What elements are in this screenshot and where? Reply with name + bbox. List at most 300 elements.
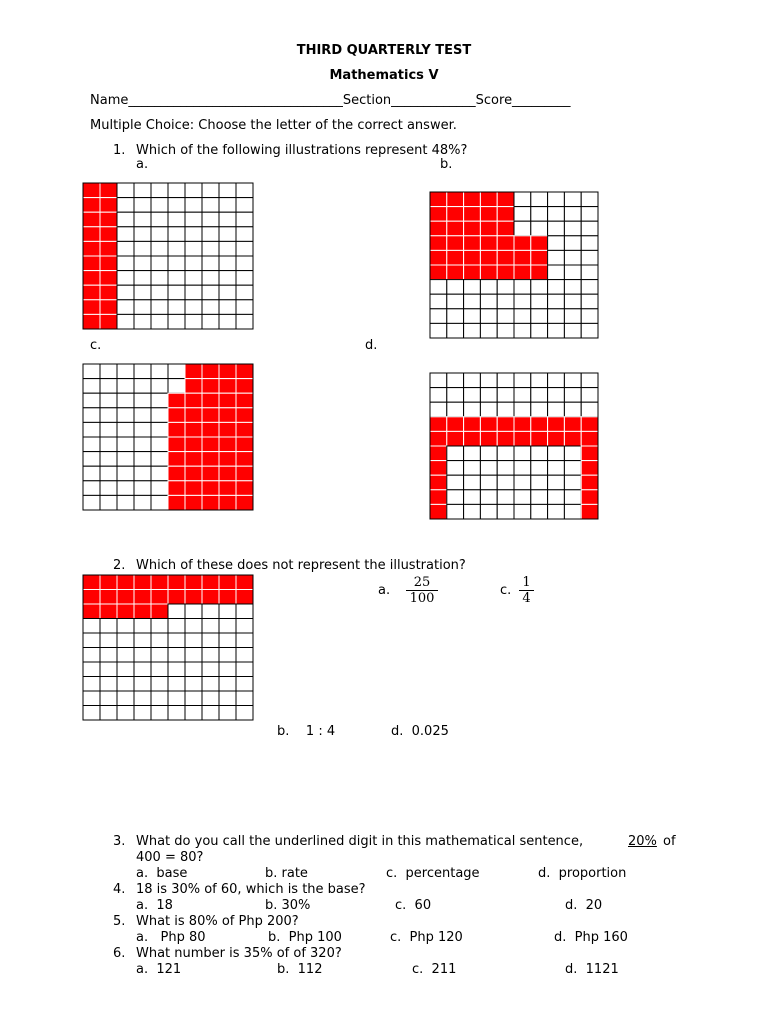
grid-cell-shaded [480, 250, 497, 265]
grid-cell-shaded [480, 265, 497, 280]
grid-cell [134, 481, 151, 496]
fraction-numerator: 25 [406, 575, 438, 591]
grid-cell-shaded [168, 481, 185, 496]
grid-cell-shaded [219, 364, 236, 379]
grid-cell-shaded [581, 446, 598, 461]
grid-cell [464, 280, 481, 295]
grid-cell-shaded [83, 271, 100, 286]
grid-cell [185, 691, 202, 706]
grid-cell [168, 662, 185, 677]
grid-cell [168, 633, 185, 648]
grid-cell [185, 271, 202, 286]
grid-cell [134, 466, 151, 481]
grid-cell [531, 461, 548, 476]
grid-cell [117, 481, 134, 496]
grid-cell [100, 706, 117, 721]
grid-cell [202, 706, 219, 721]
grid-cell [117, 212, 134, 227]
grid-cell-shaded [514, 236, 531, 251]
grid-cell [236, 227, 253, 242]
grid-cell [514, 309, 531, 324]
grid-cell [219, 241, 236, 256]
grid-cell [117, 271, 134, 286]
grid-cell [117, 183, 134, 198]
grid-cell [83, 379, 100, 394]
grid-cell [219, 271, 236, 286]
q3-text: What do you call the underlined digit in this mathematical sentence, [136, 834, 584, 849]
grid-cell-shaded [430, 236, 447, 251]
grid-cell [117, 379, 134, 394]
grid-cell-shaded [202, 364, 219, 379]
grid-cell [202, 241, 219, 256]
q5-choice-c: c. Php 120 [390, 930, 463, 945]
grid-cell-shaded [100, 241, 117, 256]
grid-cell [185, 648, 202, 663]
grid-cell [548, 221, 565, 236]
grid-cell [497, 475, 514, 490]
grid-cell [531, 446, 548, 461]
grid-cell [168, 256, 185, 271]
grid-cell [531, 402, 548, 417]
grid-cell [447, 446, 464, 461]
grid-cell [447, 280, 464, 295]
grid-cell [497, 446, 514, 461]
grid-cell [83, 495, 100, 510]
grid-cell-shaded [219, 575, 236, 590]
q3-number: 3. [113, 834, 126, 849]
grid-cell [581, 309, 598, 324]
grid-cell [185, 662, 202, 677]
grid-cell [117, 393, 134, 408]
grid-cell [151, 706, 168, 721]
grid-cell-shaded [464, 250, 481, 265]
grid-cell [531, 490, 548, 505]
grid-cell [531, 309, 548, 324]
grid-cell [168, 271, 185, 286]
grid-cell [236, 183, 253, 198]
grid-cell-shaded [117, 590, 134, 605]
grid-cell [134, 183, 151, 198]
grid-cell-shaded [430, 461, 447, 476]
grid-cell [497, 373, 514, 388]
grid-cell [83, 662, 100, 677]
grid-cell [134, 212, 151, 227]
grid-cell [202, 271, 219, 286]
grid-cell-shaded [447, 207, 464, 222]
grid-cell [219, 619, 236, 634]
q5-choice-b: b. Php 100 [268, 930, 342, 945]
grid-cell [447, 475, 464, 490]
grid-cell-shaded [185, 422, 202, 437]
grid-cell [219, 300, 236, 315]
grid-cell-shaded [548, 417, 565, 432]
grid-cell-shaded [185, 590, 202, 605]
grid-cell-shaded [168, 422, 185, 437]
q5-choice-d: d. Php 160 [554, 930, 628, 945]
q6-choice-c: c. 211 [412, 962, 457, 977]
grid-cell-shaded [83, 256, 100, 271]
grid-cell-shaded [531, 250, 548, 265]
grid-cell [219, 662, 236, 677]
q3-choice-c: c. percentage [386, 866, 480, 881]
grid-cell [464, 490, 481, 505]
grid-cell [548, 373, 565, 388]
grid-cell [83, 633, 100, 648]
grid-cell [100, 408, 117, 423]
grid-cell-shaded [83, 183, 100, 198]
grid-cell [168, 300, 185, 315]
grid-cell [497, 323, 514, 338]
grid-cell [564, 221, 581, 236]
grid-cell [117, 648, 134, 663]
grid-cell [464, 402, 481, 417]
grid-cell [117, 677, 134, 692]
grid-cell-shaded [548, 431, 565, 446]
grid-cell-shaded [202, 590, 219, 605]
grid-cell [151, 619, 168, 634]
grid-cell-shaded [202, 495, 219, 510]
grid-cell [564, 265, 581, 280]
grid-option-c [83, 364, 253, 510]
grid-cell [497, 504, 514, 519]
grid-cell [531, 475, 548, 490]
grid-cell [497, 402, 514, 417]
grid-cell-shaded [100, 575, 117, 590]
grid-cell-shaded [497, 250, 514, 265]
grid-cell [514, 221, 531, 236]
grid-cell [497, 309, 514, 324]
grid-cell [134, 285, 151, 300]
q1-label-c: c. [90, 338, 102, 353]
q3-text-line2: 400 = 80? [136, 850, 204, 865]
grid-cell-shaded [531, 265, 548, 280]
grid-cell-shaded [83, 227, 100, 242]
grid-cell [168, 379, 185, 394]
grid-cell [514, 192, 531, 207]
grid-cell [100, 677, 117, 692]
grid-cell-shaded [531, 431, 548, 446]
test-title: THIRD QUARTERLY TEST [296, 43, 472, 58]
grid-cell [134, 706, 151, 721]
grid-cell [202, 648, 219, 663]
grid-cell [151, 662, 168, 677]
grid-cell [531, 373, 548, 388]
grid-cell [134, 408, 151, 423]
grid-cell [581, 388, 598, 403]
grid-cell [185, 227, 202, 242]
grid-cell-shaded [497, 265, 514, 280]
grid-cell [236, 212, 253, 227]
grid-cell-shaded [185, 452, 202, 467]
grid-cell [168, 241, 185, 256]
grid-cell [514, 207, 531, 222]
grid-cell-shaded [185, 379, 202, 394]
grid-cell [581, 265, 598, 280]
grid-cell-shaded [168, 495, 185, 510]
grid-cell [531, 388, 548, 403]
grid-cell [117, 408, 134, 423]
q3-choice-b: b. rate [265, 866, 308, 881]
grid-cell [447, 461, 464, 476]
grid-cell [185, 300, 202, 315]
grid-cell [117, 437, 134, 452]
grid-cell [236, 662, 253, 677]
grid-cell [464, 294, 481, 309]
grid-cell-shaded [202, 437, 219, 452]
grid-cell [83, 619, 100, 634]
grid-cell-shaded [236, 393, 253, 408]
fraction-denominator: 4 [522, 591, 531, 606]
grid-cell-shaded [83, 285, 100, 300]
grid-cell [219, 604, 236, 619]
grid-cell-shaded [151, 604, 168, 619]
grid-cell [134, 422, 151, 437]
grid-cell [564, 323, 581, 338]
grid-cell [151, 314, 168, 329]
grid-cell [548, 461, 565, 476]
grid-cell [548, 250, 565, 265]
grid-cell-shaded [236, 590, 253, 605]
grid-cell [202, 314, 219, 329]
q1-label-b: b. [440, 157, 453, 172]
grid-cell [185, 241, 202, 256]
grid-cell [219, 212, 236, 227]
grid-cell-shaded [219, 379, 236, 394]
grid-cell [134, 256, 151, 271]
q5-choice-a: a. Php 80 [136, 930, 206, 945]
grid-cell [134, 227, 151, 242]
grid-cell-shaded [447, 265, 464, 280]
grid-cell [236, 271, 253, 286]
grid-cell-shaded [564, 417, 581, 432]
grid-cell-shaded [447, 221, 464, 236]
grid-cell [531, 504, 548, 519]
grid-cell-shaded [236, 364, 253, 379]
grid-cell [151, 271, 168, 286]
grid-cell [514, 461, 531, 476]
grid-cell-shaded [219, 393, 236, 408]
grid-cell [83, 364, 100, 379]
grid-cell-shaded [219, 452, 236, 467]
grid-cell-shaded [100, 256, 117, 271]
grid-cell [514, 475, 531, 490]
grid-cell-shaded [185, 481, 202, 496]
grid-cell [202, 677, 219, 692]
grid-cell-shaded [117, 575, 134, 590]
grid-cell [202, 183, 219, 198]
grid-cell-shaded [83, 198, 100, 213]
grid-cell [548, 490, 565, 505]
grid-cell-shaded [219, 466, 236, 481]
grid-cell-shaded [464, 236, 481, 251]
grid-cell [447, 309, 464, 324]
grid-cell [581, 236, 598, 251]
grid-cell [430, 280, 447, 295]
grid-cell [548, 280, 565, 295]
grid-cell [83, 466, 100, 481]
grid-cell-shaded [430, 504, 447, 519]
grid-cell [219, 633, 236, 648]
grid-cell [464, 373, 481, 388]
grid-cell-shaded [480, 207, 497, 222]
grid-cell [185, 212, 202, 227]
grid-cell-shaded [185, 495, 202, 510]
q4-choice-c: c. 60 [395, 898, 432, 913]
grid-cell [100, 393, 117, 408]
grid-cell [151, 648, 168, 663]
grid-cell [202, 285, 219, 300]
grid-cell-shaded [202, 422, 219, 437]
grid-cell [151, 379, 168, 394]
grid-cell-shaded [497, 192, 514, 207]
grid-cell [480, 294, 497, 309]
grid-cell-shaded [100, 198, 117, 213]
grid-cell [497, 490, 514, 505]
grid-cell [514, 323, 531, 338]
grid-cell [548, 446, 565, 461]
grid-cell [202, 212, 219, 227]
grid-cell [464, 475, 481, 490]
grid-cell [117, 364, 134, 379]
grid-cell [464, 388, 481, 403]
q1-text: Which of the following illustrations represent 48%? [136, 143, 468, 158]
grid-cell-shaded [168, 437, 185, 452]
q2-text: Which of these does not represent the illustration? [136, 558, 466, 573]
grid-cell-shaded [236, 408, 253, 423]
grid-cell [564, 388, 581, 403]
grid-cell-shaded [100, 285, 117, 300]
grid-cell [202, 691, 219, 706]
grid-cell [168, 691, 185, 706]
grid-cell [564, 192, 581, 207]
grid-cell [151, 422, 168, 437]
grid-cell [430, 309, 447, 324]
grid-cell [219, 256, 236, 271]
grid-cell [168, 212, 185, 227]
grid-cell [151, 437, 168, 452]
grid-cell-shaded [514, 417, 531, 432]
grid-cell [548, 309, 565, 324]
q2-choice-a-fraction [406, 575, 438, 606]
grid-cell [151, 300, 168, 315]
q6-choice-b: b. 112 [277, 962, 323, 977]
grid-cell [168, 706, 185, 721]
grid-cell [134, 437, 151, 452]
q1-label-a: a. [136, 157, 149, 172]
grid-cell-shaded [219, 481, 236, 496]
grid-cell [548, 504, 565, 519]
grid-cell [464, 461, 481, 476]
grid-cell [219, 691, 236, 706]
grid-cell [117, 256, 134, 271]
grid-cell-shaded [100, 212, 117, 227]
grid-cell [514, 402, 531, 417]
grid-cell [100, 691, 117, 706]
grid-cell [514, 373, 531, 388]
grid-cell [581, 402, 598, 417]
grid-cell-shaded [581, 431, 598, 446]
q4-choice-a: a. 18 [136, 898, 173, 913]
grid-cell-shaded [464, 417, 481, 432]
grid-cell [151, 466, 168, 481]
grid-cell [134, 662, 151, 677]
fraction-denominator: 100 [409, 591, 435, 606]
grid-cell [430, 388, 447, 403]
grid-cell [151, 495, 168, 510]
grid-cell-shaded [430, 265, 447, 280]
grid-cell-shaded [430, 192, 447, 207]
grid-cell [219, 314, 236, 329]
grid-cell [531, 221, 548, 236]
grid-cell [514, 294, 531, 309]
grid-cell [83, 393, 100, 408]
grid-cell [168, 285, 185, 300]
grid-cell [548, 207, 565, 222]
grid-cell-shaded [514, 431, 531, 446]
grid-cell [202, 619, 219, 634]
grid-cell [117, 241, 134, 256]
grid-cell [185, 256, 202, 271]
grid-cell [134, 300, 151, 315]
grid-cell [430, 402, 447, 417]
grid-cell [117, 662, 134, 677]
name-section-score-line: Name_________________________________Section_____________Score_________ [90, 93, 571, 108]
grid-cell [581, 221, 598, 236]
grid-cell [480, 461, 497, 476]
grid-cell [548, 265, 565, 280]
q4-choice-b: b. 30% [265, 898, 311, 913]
grid-cell-shaded [531, 417, 548, 432]
q4-choice-d: d. 20 [565, 898, 603, 913]
grid-cell-shaded [219, 422, 236, 437]
grid-cell [100, 619, 117, 634]
grid-cell-shaded [168, 590, 185, 605]
grid-cell-shaded [100, 271, 117, 286]
q6-choice-a: a. 121 [136, 962, 182, 977]
grid-cell [430, 294, 447, 309]
grid-cell-shaded [83, 314, 100, 329]
grid-cell [117, 452, 134, 467]
grid-cell [168, 604, 185, 619]
grid-cell [581, 250, 598, 265]
grid-cell [236, 691, 253, 706]
grid-cell [100, 495, 117, 510]
grid-cell-shaded [430, 207, 447, 222]
q3-choice-a: a. base [136, 866, 188, 881]
grid-cell-shaded [464, 265, 481, 280]
grid-cell-shaded [531, 236, 548, 251]
grid-cell-shaded [202, 452, 219, 467]
grid-cell [447, 490, 464, 505]
grid-cell [497, 388, 514, 403]
grid-cell-shaded [464, 192, 481, 207]
grid-cell [151, 241, 168, 256]
subject-title: Mathematics V [329, 68, 439, 83]
grid-cell [548, 323, 565, 338]
grid-cell-shaded [117, 604, 134, 619]
grid-cell [447, 388, 464, 403]
grid-cell-shaded [497, 207, 514, 222]
grid-cell-shaded [430, 431, 447, 446]
grid-cell-shaded [83, 300, 100, 315]
grid-cell [117, 227, 134, 242]
grid-cell [514, 446, 531, 461]
grid-cell [151, 393, 168, 408]
grid-cell [236, 604, 253, 619]
grid-cell-shaded [83, 590, 100, 605]
grid-cell-shaded [168, 466, 185, 481]
grid-cell [168, 364, 185, 379]
